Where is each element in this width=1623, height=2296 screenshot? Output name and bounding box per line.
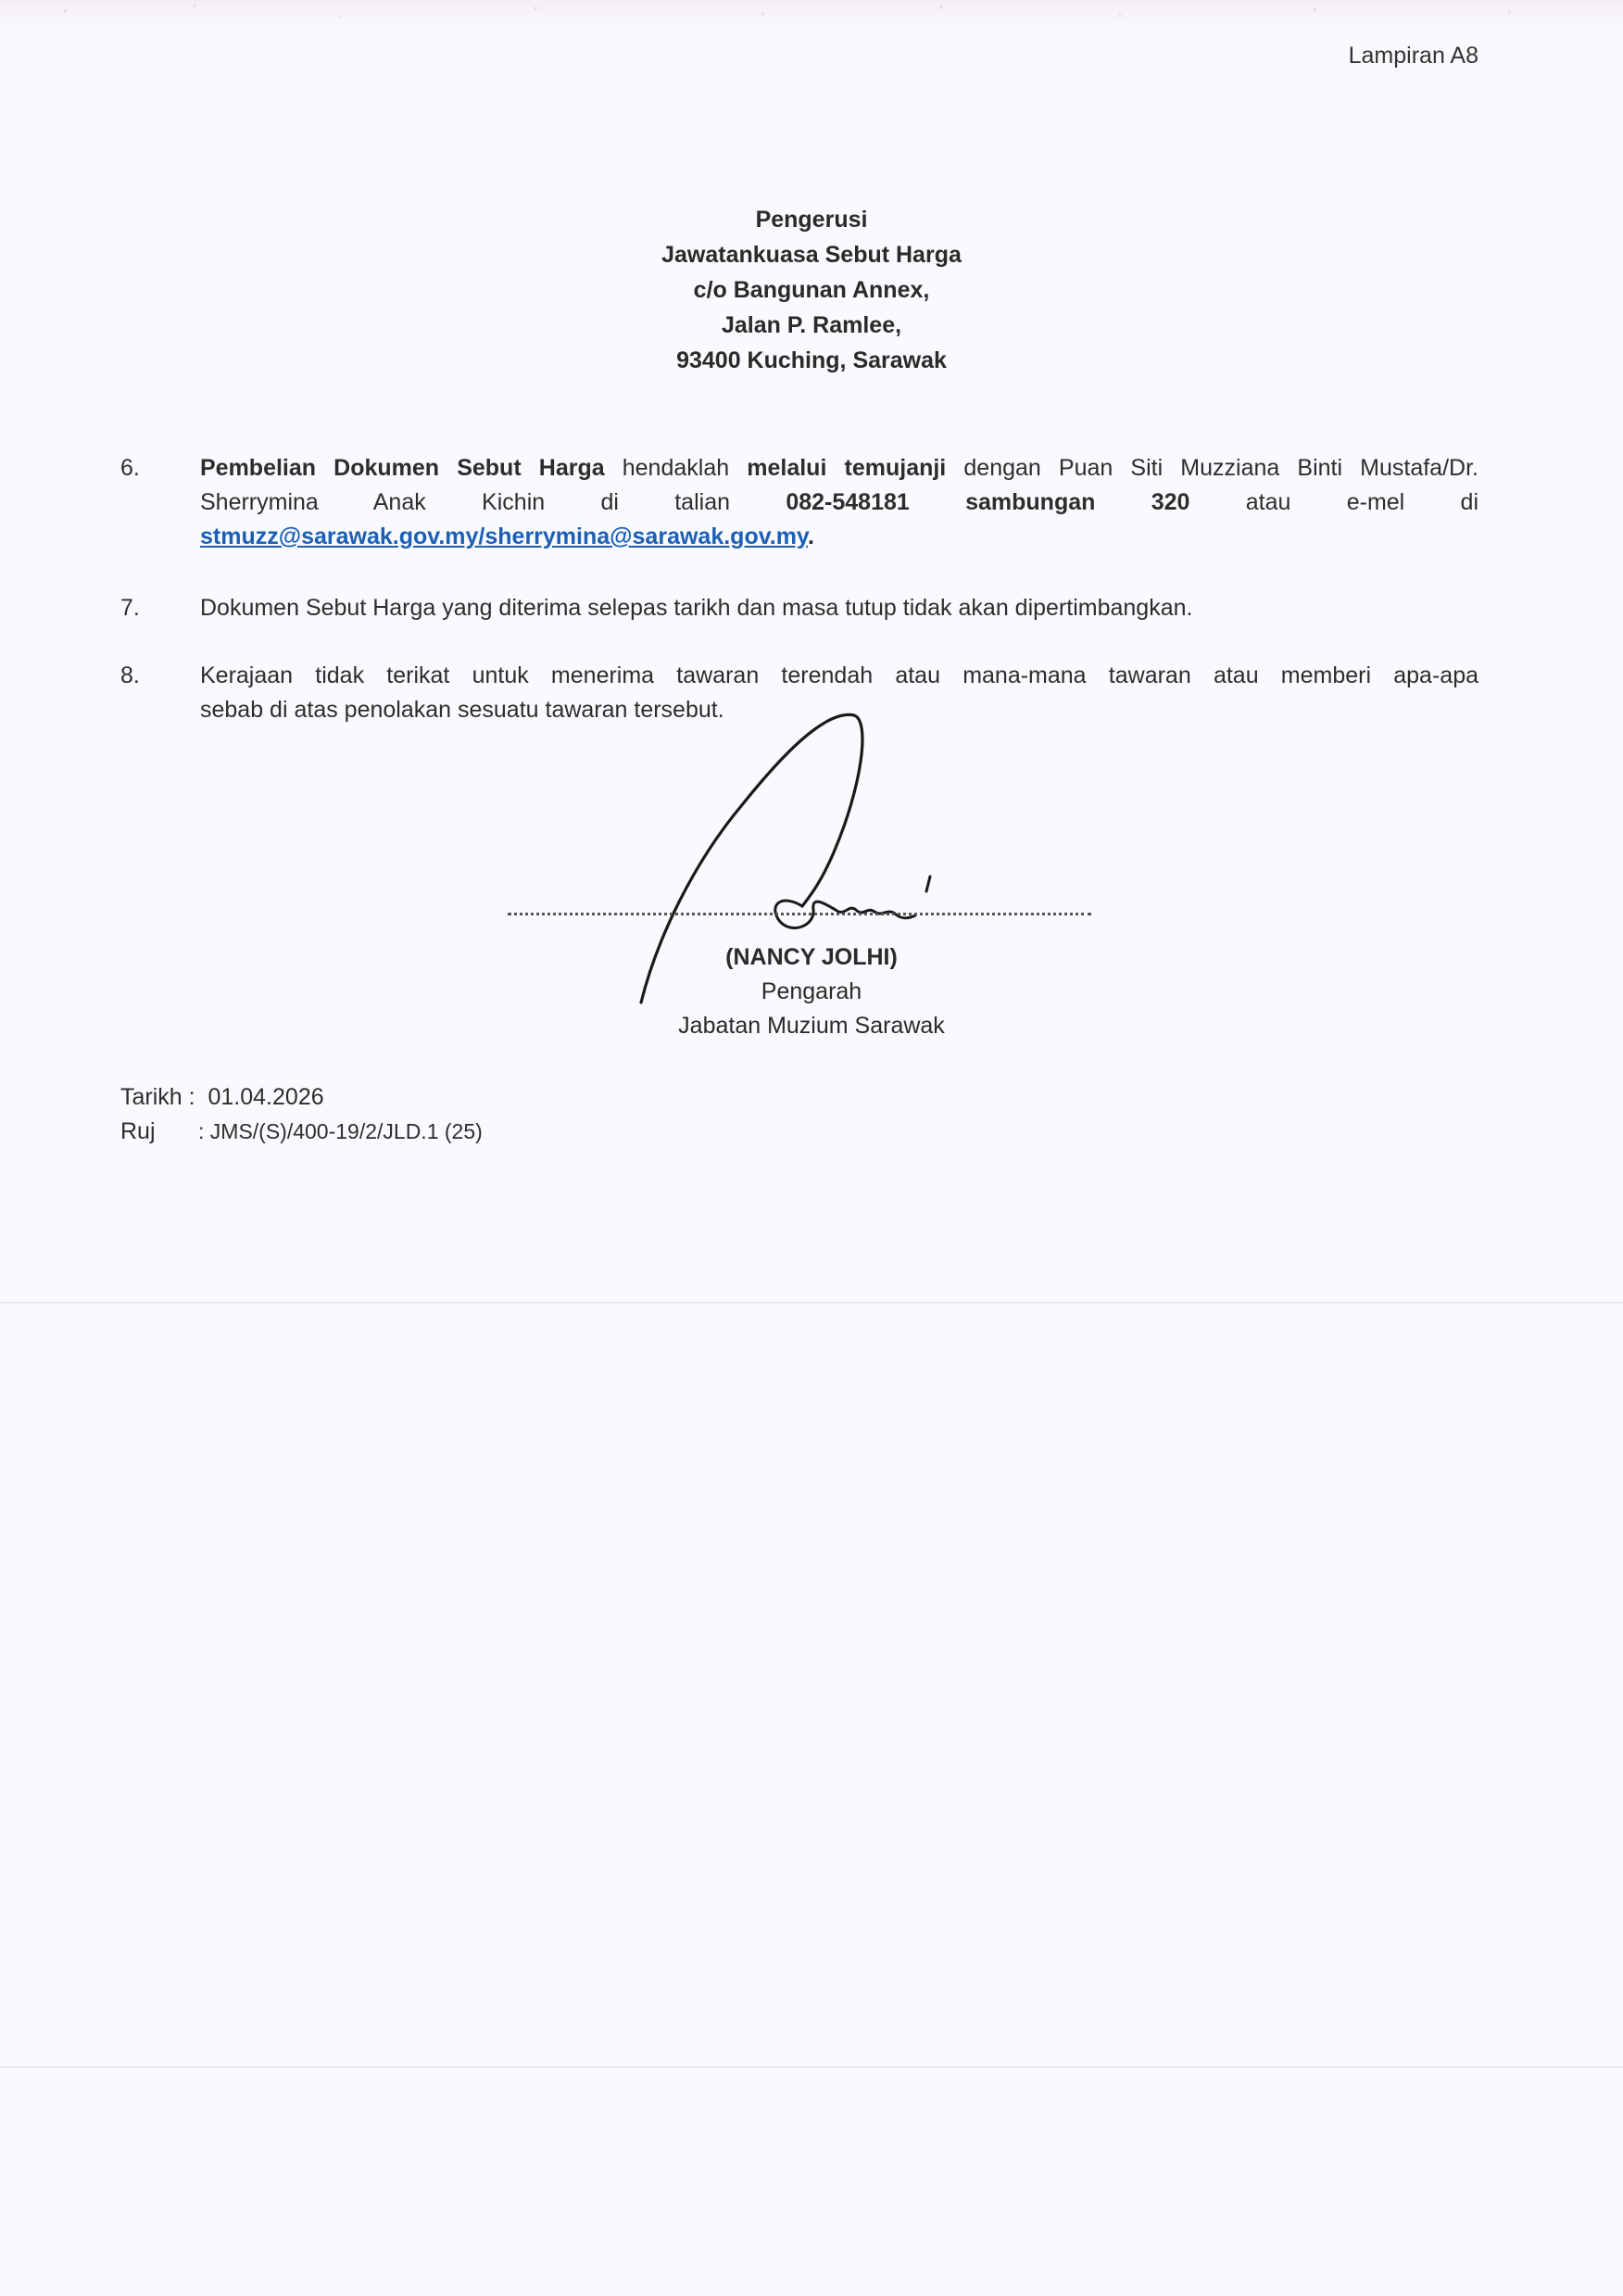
reference-block (120, 1080, 483, 1149)
email-link[interactable]: stmuzz@sarawak.gov.my/sherrymina@sarawak.gov.my (200, 524, 808, 549)
clause-text: . (807, 524, 814, 549)
date-value: 01.04.2026 (208, 1084, 324, 1110)
clause-number: 6. (120, 455, 140, 481)
clause-number: 8. (120, 662, 140, 688)
clause-number: 7. (120, 595, 140, 621)
bold-text: melalui temujanji (747, 455, 947, 481)
address-line: Jawatankuasa Sebut Harga (661, 242, 962, 268)
signatory-name: (NANCY JOLHI) (725, 944, 898, 970)
bold-text: Pembelian Dokumen Sebut Harga (200, 455, 605, 481)
phone-number: 082-548181 sambungan 320 (786, 489, 1190, 515)
clause-text: hendaklah (604, 455, 748, 481)
clause-text: Dokumen Sebut Harga yang diterima selepas tarikh dan masa tutup tidak akan dipertimbangkan. (200, 595, 1193, 621)
attachment-label: Lampiran A8 (1348, 43, 1478, 69)
recipient-address (0, 202, 1623, 378)
ruj-row (120, 1115, 483, 1149)
clause-body (200, 451, 1478, 554)
clause-text: Sherrymina Anak Kichin di talian (200, 489, 786, 515)
signatory-block (0, 940, 1623, 1043)
address-line: 93400 Kuching, Sarawak (676, 347, 947, 373)
clause-text: dengan Puan Siti Muzziana Binti Mustafa/Dr. (946, 455, 1478, 481)
fold-line (0, 1302, 1623, 1304)
signatory-department: Jabatan Muzium Sarawak (678, 1013, 945, 1039)
clause-text: sebab di atas penolakan sesuatu tawaran tersebut. (200, 697, 724, 723)
clause-body (200, 591, 1478, 625)
address-line: c/o Bangunan Annex, (693, 277, 930, 303)
signatory-title: Pengarah (761, 978, 862, 1004)
date-row (120, 1080, 483, 1115)
address-line: Jalan P. Ramlee, (721, 312, 902, 338)
fold-line (0, 2066, 1623, 2068)
signature-line (508, 913, 1091, 915)
scan-artifact-top (0, 0, 1623, 28)
clause-text: Kerajaan tidak terikat untuk menerima tawaran terendah atau mana-mana tawaran atau memberi apa-apa (200, 662, 1478, 688)
ruj-label: Ruj (120, 1118, 156, 1144)
date-label: Tarikh : (120, 1084, 195, 1110)
ruj-value: : JMS/(S)/400-19/2/JLD.1 (25) (198, 1119, 483, 1143)
clause-text: atau e-mel di (1189, 489, 1479, 515)
address-line: Pengerusi (755, 207, 868, 233)
